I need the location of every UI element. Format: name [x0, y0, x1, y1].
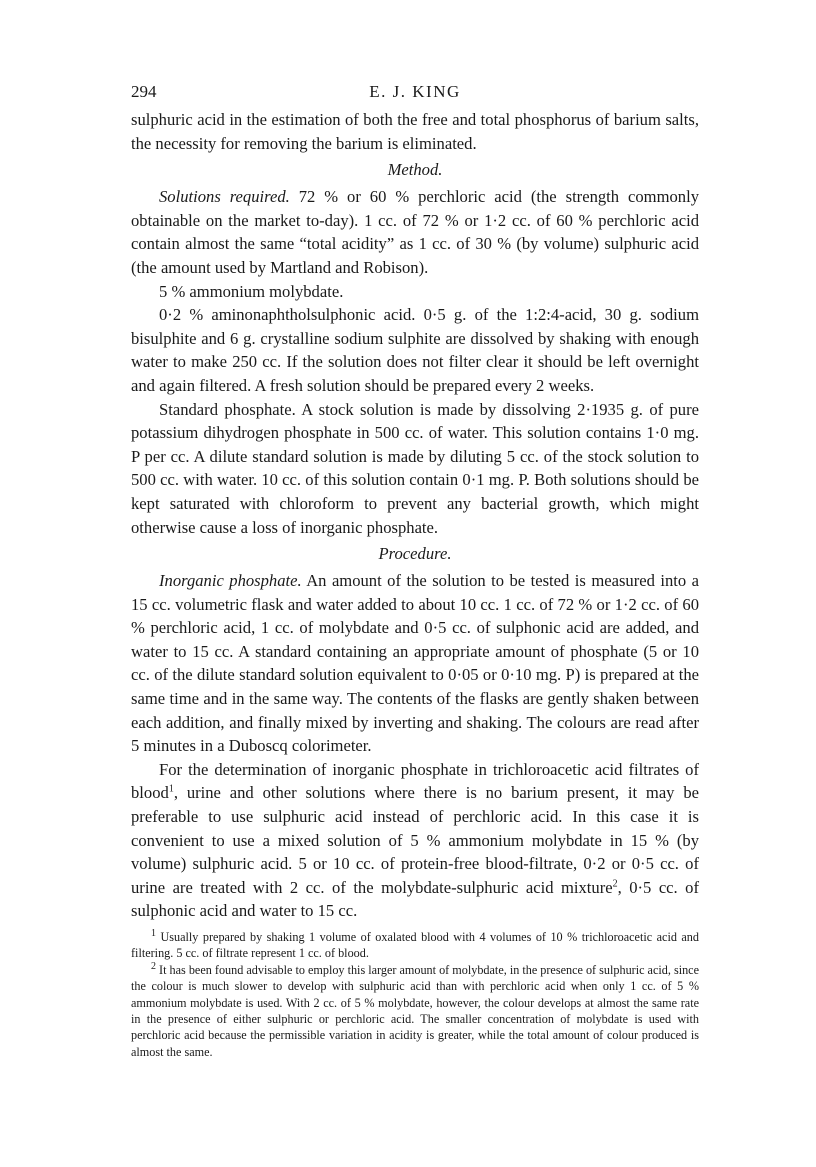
footnote-1 [131, 929, 699, 962]
tca-text-2: , urine and other solutions where there is no barium present, it may be preferable to use sulphuric acid instead of perchloric acid. In this case it is convenient to use a mixed solution of 5 % ammonium molybdate in 15 % (by volume) sulphuric acid. 5 or 10 cc. of protein-free blood-filtrate, 0·2 or 0·5 cc. of urine are treated with 2 cc. of the molybdate-sulphuric acid mixture [131, 783, 699, 897]
footnote-ref-1: 1 [168, 783, 174, 795]
page [131, 82, 699, 1060]
tca-text-3: , 0·5 cc. of sulphonic acid and water to 15 cc. [131, 877, 699, 921]
inorganic-paragraph [131, 569, 699, 758]
footnote-mark-2: 2 [151, 960, 156, 972]
page-number: 294 [131, 82, 157, 101]
solutions-label: Solutions required. [159, 187, 290, 207]
molybdate-paragraph: 5 % ammonium molybdate. [159, 281, 344, 301]
footnote-text-1: Usually prepared by shaking 1 volume of oxalated blood with 4 volumes of 10 % trichloroacetic acid and filtering. 5 cc. of filtrate represent 1 cc. of blood. [131, 930, 699, 961]
footnotes [131, 929, 699, 1060]
method-heading: Method. [387, 160, 443, 180]
aminonaphthol-paragraph: 0·2 % aminonaphtholsulphonic acid. 0·5 g. of the 1:2:4-acid, 30 g. sodium bisulphite and 6 g. crystalline sodium sulphite are dissolved by shaking with enough water to make 250 cc. If the solution does not filter clear it should be left overnight and again filtered. A fresh solution should be prepared every 2 weeks. [131, 305, 699, 395]
footnote-2 [131, 962, 699, 1060]
solutions-paragraph [131, 185, 699, 279]
inorganic-text: An amount of the solution to be tested is measured into a 15 cc. volumetric flask and water added to about 10 cc. 1 cc. of 72 % or 1·2 cc. of 60 % perchloric acid, 1 cc. of molybdate and 0·5 cc. of sulphonic acid are added, and water to 15 cc. A standard containing an appropriate amount of phosphate (5 or 10 cc. of the dilute standard solution equivalent to 0·05 or 0·10 mg. P) is prepared at the same time and in the same way. The contents of the flasks are gently shaken between each addition, and finally mixed by inverting and shaking. The colours are read after 5 minutes in a Duboscq colorimeter. [131, 571, 699, 756]
footnote-text-2: It has been found advisable to employ this larger amount of molybdate, in the presence of sulphuric acid, since the colour is much slower to develop with sulphuric acid than with perchloric acid when only 1 cc. of 5 % ammonium molybdate is used. With 2 cc. of 5 % molybdate, however, the colour develops at almost the same rate in the presence of either sulphuric or perchloric acid. The smaller concentration of molybdate is used with perchloric acid because the permissible variation in acidity is greater, while the total amount of colour produced is almost the same. [131, 962, 699, 1059]
inorganic-label: Inorganic phosphate. [159, 571, 302, 591]
procedure-heading: Procedure. [378, 544, 452, 564]
body-text [131, 108, 699, 923]
tca-paragraph [131, 758, 699, 923]
footnote-mark-1: 1 [151, 927, 156, 939]
intro-paragraph: sulphuric acid in the estimation of both the free and total phosphorus of barium salts, the necessity for removing the barium is eliminated. [131, 110, 699, 153]
page-header [131, 82, 699, 108]
footnote-ref-2: 2 [612, 878, 618, 890]
solutions-text: 72 % or 60 % perchloric acid (the strength commonly obtainable on the market to-day). 1 cc. of 72 % or 1·2 cc. of 60 % perchloric acid contain almost the same “total acidity” as 1 cc. of 30 % (by volume) sulphuric acid (the amount used by Martland and Robison). [131, 187, 699, 277]
running-head: E. J. KING [369, 82, 461, 101]
tca-text-1: For the determination of inorganic phosphate in trichloroacetic acid filtrates of blood [131, 759, 699, 803]
standard-phosphate-paragraph: Standard phosphate. A stock solution is made by dissolving 2·1935 g. of pure potassium dihydrogen phosphate in 500 cc. of water. This solution contains 1·0 mg. P per cc. A dilute standard solution is made by diluting 5 cc. of the stock solution to 500 cc. with water. 10 cc. of this solution contain 0·1 mg. P. Both solutions should be kept saturated with chloroform to prevent any bacterial growth, which might otherwise cause a loss of inorganic phosphate. [131, 399, 699, 537]
